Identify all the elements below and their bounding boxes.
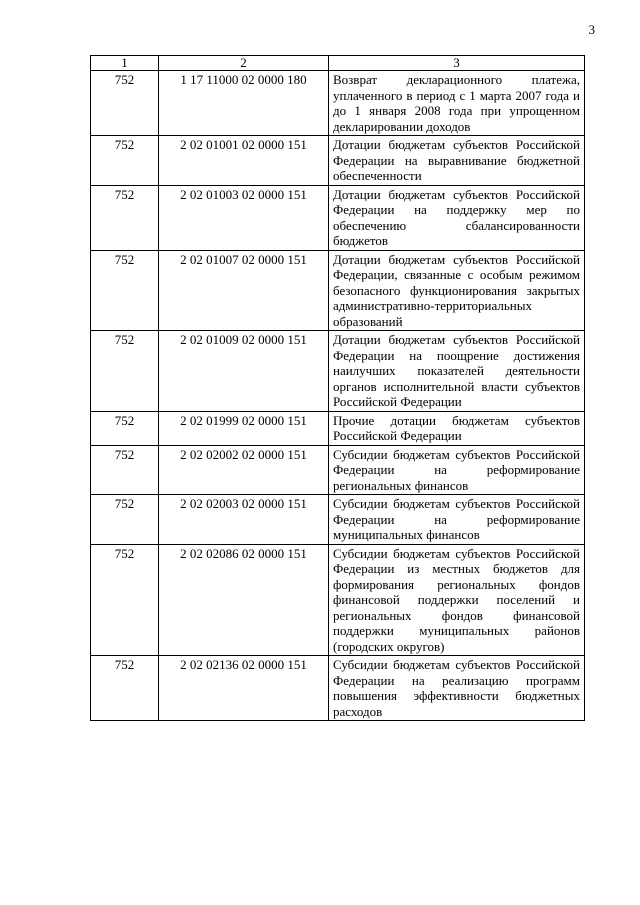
table-row: [91, 250, 585, 331]
table-row: [91, 71, 585, 136]
admin-code-cell: 752: [91, 250, 159, 331]
column-header-3: 3: [329, 56, 585, 71]
admin-code-cell: 752: [91, 495, 159, 545]
revenue-code-cell: 2 02 02002 02 0000 151: [159, 445, 329, 495]
revenue-name-cell: Дотации бюджетам субъектов Российской Федерации на поддержку мер по обеспечению сбалансированности бюджетов: [329, 185, 585, 250]
table-header-row: [91, 56, 585, 71]
revenue-name-cell: Дотации бюджетам субъектов Российской Федерации на поощрение достижения наилучших показателей деятельности органов исполнительной власти субъектов Российской Федерации: [329, 331, 585, 412]
admin-code-cell: 752: [91, 544, 159, 656]
revenue-code-cell: 2 02 01009 02 0000 151: [159, 331, 329, 412]
admin-code-cell: 752: [91, 136, 159, 186]
revenue-name-cell: Субсидии бюджетам субъектов Российской Федерации на реализацию программ повышения эффективности бюджетных расходов: [329, 656, 585, 721]
revenue-code-cell: 2 02 02136 02 0000 151: [159, 656, 329, 721]
column-header-2: 2: [159, 56, 329, 71]
table-row: [91, 185, 585, 250]
admin-code-cell: 752: [91, 656, 159, 721]
revenue-name-cell: Субсидии бюджетам субъектов Российской Федерации на реформирование региональных финансов: [329, 445, 585, 495]
revenue-code-cell: 2 02 02003 02 0000 151: [159, 495, 329, 545]
admin-code-cell: 752: [91, 331, 159, 412]
admin-code-cell: 752: [91, 445, 159, 495]
revenue-code-cell: 2 02 01007 02 0000 151: [159, 250, 329, 331]
page-number: 3: [588, 22, 595, 37]
revenue-code-cell: 1 17 11000 02 0000 180: [159, 71, 329, 136]
revenue-codes-table: [90, 55, 585, 721]
admin-code-cell: 752: [91, 185, 159, 250]
admin-code-cell: 752: [91, 71, 159, 136]
table-row: [91, 331, 585, 412]
revenue-name-cell: Субсидии бюджетам субъектов Российской Федерации на реформирование муниципальных финансов: [329, 495, 585, 545]
revenue-name-cell: Дотации бюджетам субъектов Российской Федерации на выравнивание бюджетной обеспеченности: [329, 136, 585, 186]
revenue-code-cell: 2 02 01999 02 0000 151: [159, 411, 329, 445]
table-row: [91, 656, 585, 721]
admin-code-cell: 752: [91, 411, 159, 445]
revenue-name-cell: Дотации бюджетам субъектов Российской Федерации, связанные с особым режимом безопасного функционирования закрытых административно-территориальных образований: [329, 250, 585, 331]
table-row: [91, 411, 585, 445]
revenue-code-cell: 2 02 02086 02 0000 151: [159, 544, 329, 656]
table-row: [91, 544, 585, 656]
table-row: [91, 445, 585, 495]
table-row: [91, 136, 585, 186]
column-header-1: 1: [91, 56, 159, 71]
table-row: [91, 495, 585, 545]
revenue-code-cell: 2 02 01001 02 0000 151: [159, 136, 329, 186]
revenue-name-cell: Субсидии бюджетам субъектов Российской Федерации из местных бюджетов для формирования региональных фондов финансовой поддержки поселений и региональных фондов финансовой поддержки муниципальных районов (городских округов): [329, 544, 585, 656]
revenue-name-cell: Возврат декларационного платежа, уплаченного в период с 1 марта 2007 года и до 1 января 2008 года при упрощенном декларировании доходов: [329, 71, 585, 136]
revenue-name-cell: Прочие дотации бюджетам субъектов Российской Федерации: [329, 411, 585, 445]
revenue-code-cell: 2 02 01003 02 0000 151: [159, 185, 329, 250]
